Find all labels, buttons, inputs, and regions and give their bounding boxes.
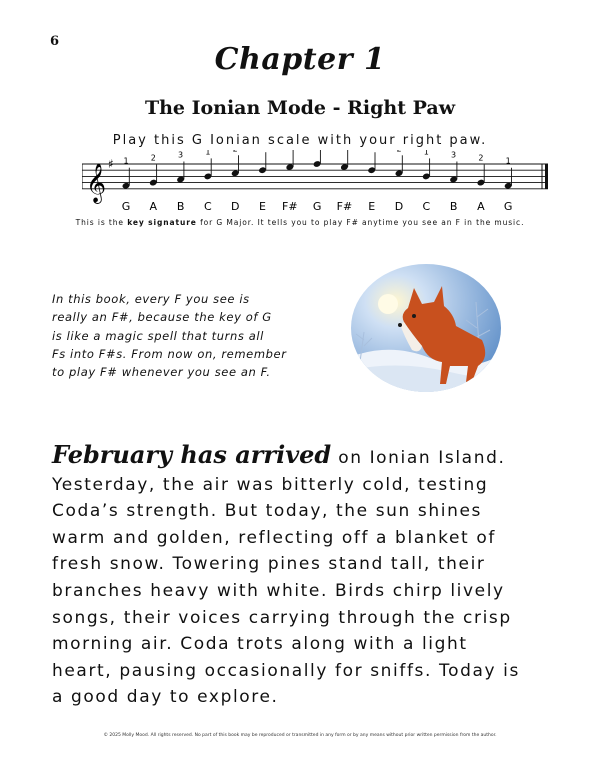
note-name: G	[121, 200, 131, 213]
side-note-line: Fs into F#s. From now on, remember	[52, 346, 287, 361]
fingering-number: 1	[505, 156, 511, 166]
note-name: A	[149, 200, 158, 213]
note-name: C	[204, 200, 212, 213]
fingering-number: 2	[150, 153, 156, 163]
story-line: morning air. Coda trots along with a light	[52, 634, 468, 655]
fingering-number: 3	[178, 150, 184, 160]
story-line: heart, pausing occasionally for sniffs. Today is	[52, 660, 520, 681]
fingering-number: 3	[451, 150, 457, 160]
note-name: C	[422, 200, 431, 213]
fingering-number: 2	[478, 153, 484, 163]
fox-illustration	[350, 262, 502, 394]
fingering-number	[396, 150, 401, 153]
fingering-number: 1	[123, 156, 129, 166]
page-number: 6	[50, 34, 60, 49]
story-first-line-rest: on Ionian Island.	[331, 448, 506, 468]
copyright-footer: © 2025 Molly Mood. All rights reserved. No part of this book may be reproduced or transmitted in any form or by any means without prior written permission from the author.	[103, 733, 497, 738]
story-text	[52, 440, 562, 711]
story-first-line	[52, 440, 562, 472]
chapter-title: Chapter 1	[214, 42, 386, 77]
note-name: B	[449, 200, 458, 213]
story-line: branches heavy with white. Birds chirp lively	[52, 580, 505, 601]
note-name: B	[176, 200, 185, 213]
story-line: a good day to explore.	[52, 687, 279, 708]
treble-clef: 𝄞	[86, 162, 107, 203]
note-name: E	[368, 200, 376, 213]
story-line: warm and golden, reflecting off a blanket of	[52, 527, 496, 548]
fox-image	[350, 262, 502, 394]
story-line: fresh snow. Towering pines stand tall, their	[52, 554, 486, 575]
fingering-number: 1	[205, 150, 211, 157]
key-signature-caption	[0, 218, 600, 227]
note-name: F#	[336, 200, 353, 213]
caption-before: This is the	[75, 218, 128, 227]
caption-bold: key signature	[127, 218, 197, 227]
note-name: G	[312, 200, 322, 213]
caption-after: for G Major. It tells you to play F# anytime you see an F in the music.	[196, 218, 525, 227]
note-name: D	[394, 200, 404, 213]
side-note-line: really an F#, because the key of G	[52, 310, 272, 325]
instruction-text: Play this G Ionian scale with your right paw.	[112, 133, 488, 148]
note-name: A	[477, 200, 485, 213]
story-line: Coda’s strength. But today, the sun shines	[52, 501, 482, 522]
story-line: songs, their voices carrying through the crisp	[52, 607, 512, 628]
key-sharp: ♯	[108, 157, 114, 171]
side-note-line: In this book, every F you see is	[52, 292, 250, 306]
note-name: D	[230, 200, 240, 213]
fingering-number: 1	[423, 150, 429, 157]
section-title: The Ionian Mode - Right Paw	[144, 97, 456, 119]
story-lead: February has arrived	[52, 440, 332, 469]
story-line: Yesterday, the air was bitterly cold, testing	[52, 474, 489, 495]
note-name: E	[259, 200, 266, 213]
fingering-number	[233, 150, 238, 153]
side-note-line: to play F# whenever you see an F.	[52, 365, 271, 380]
note-name: G	[503, 200, 513, 213]
side-note	[52, 290, 312, 381]
note-name: F#	[282, 200, 298, 213]
side-note-line: is like a magic spell that turns all	[52, 328, 264, 343]
